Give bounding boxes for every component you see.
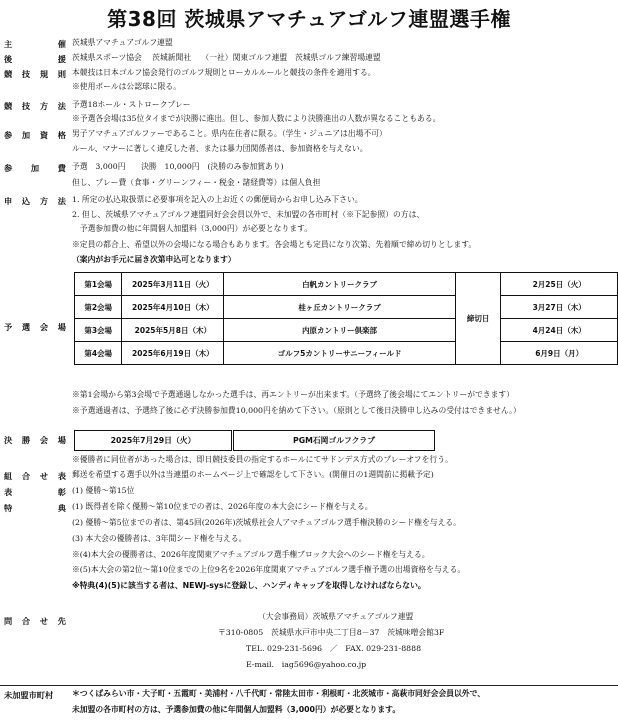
privileges-line: (3) 本大会の優勝者は、3年間シード権を与える。 bbox=[72, 534, 247, 543]
deadline-cell: 3月27日（木） bbox=[501, 296, 618, 319]
application-line: ※定員の都合上、希望以外の会場になる場合もあります。各会場とも定員になり次第、先着順で締め切りとします。 bbox=[72, 240, 477, 249]
eligibility-line: 男子アマチュアゴルファーであること。県内在住者に限る。（学生・ジュニアは出場不可） bbox=[72, 129, 387, 138]
application-line: 2. 但し、茨城県アマチュアゴルフ連盟同好会会員以外で、未加盟の各市町村（※下記参照）の方は、 bbox=[72, 210, 425, 219]
eligibility-line: ルール、マナーに著しく違反した者、または暴力団関係者は、参加資格を与えない。 bbox=[72, 144, 368, 153]
deadline-cell: 4月24日（木） bbox=[501, 319, 618, 342]
method-label: 競 技 方 法 bbox=[4, 101, 66, 111]
final-label: 決 勝 会 場 bbox=[4, 435, 66, 445]
contact-line: TEL. 029-231-5696 ／ FAX. 029-231-8888 bbox=[246, 644, 422, 653]
deadline-header: 締切日 bbox=[455, 273, 500, 365]
application-note: （案内がお手元に届き次第申込可となります） bbox=[72, 255, 236, 264]
pairing-text: 郵送を希望する選手以外は当連盟のホームページ上で確認をして下さい。(開催日の1週間前に掲載予定) bbox=[72, 470, 434, 479]
fee-label: 参 加 費 bbox=[4, 163, 66, 173]
venue-cell: 第3会場 bbox=[75, 319, 122, 342]
unaffiliated-line: 未加盟の各市町村の方は、予選参加費の他に年間個人加盟料（3,000円）が必要となります。 bbox=[72, 705, 401, 714]
contact-line: （大会事務局）茨城県アマチュアゴルフ連盟 bbox=[258, 612, 414, 621]
venue-cell: 第2会場 bbox=[75, 296, 122, 319]
table-row bbox=[75, 296, 618, 319]
awards-label: 表 彰 bbox=[4, 487, 66, 497]
final-date-box: 2025年7月29日（火） bbox=[74, 430, 232, 451]
final-note: ※優勝者に同位者があった場合は、即日競技委員の指定するホールにてサドンデス方式のプレーオフを行う。 bbox=[72, 455, 453, 464]
contact-email: E-mail. iag5696@yahoo.co.jp bbox=[246, 660, 367, 669]
organizer-text: 茨城県アマチュアゴルフ連盟 bbox=[72, 38, 173, 47]
privileges-line: (2) 優勝～第5位までの者は、第45回(2026年)茨城県社会人アマチュアゴルフ選手権決勝のシード権を与える。 bbox=[72, 518, 461, 527]
fee-line: 予選 3,000円 決勝 10,000円 (決勝のみ参加賞あり) bbox=[72, 162, 284, 171]
pairing-label: 組 合 せ 表 bbox=[4, 471, 66, 481]
rules-line: ※使用ボールは公認球に限る。 bbox=[72, 82, 181, 91]
table-row bbox=[75, 273, 618, 296]
final-course-box: PGM石岡ゴルフクラブ bbox=[233, 430, 435, 451]
table-row bbox=[75, 319, 618, 342]
eligibility-label: 参 加 資 格 bbox=[4, 130, 66, 140]
support-label: 後 援 bbox=[4, 54, 66, 64]
date-cell: 2025年6月19日（木） bbox=[122, 342, 224, 365]
date-cell: 2025年3月11日（火） bbox=[122, 273, 224, 296]
qualifying-note: ※予選通過者は、予選終了後に必ず決勝参加費10,000円を納めて下さい。（原則として後日決勝申し込みの受付はできません。） bbox=[72, 406, 521, 415]
unaffiliated-line: ＊つくばみらい市・大子町・五霞町・美浦村・八千代町・常陸太田市・利根町・北茨城市・高萩市同好会会員以外で、 bbox=[72, 689, 486, 698]
qualifying-table bbox=[74, 272, 618, 365]
date-cell: 2025年5月8日（木） bbox=[122, 319, 224, 342]
privileges-line: ※(5)本大会の第2位～第10位までの上位9名を2026年度関東アマチュアゴルフ選手権予選の出場資格を与える。 bbox=[72, 565, 466, 574]
course-cell: 内原カントリー倶楽部 bbox=[224, 319, 456, 342]
venue-cell: 第1会場 bbox=[75, 273, 122, 296]
application-label: 申 込 方 法 bbox=[4, 196, 66, 206]
course-cell: 桂ヶ丘カントリークラブ bbox=[224, 296, 456, 319]
divider bbox=[0, 685, 618, 686]
support-text: 茨城県スポーツ協会 茨城新聞社 （一社）関東ゴルフ連盟 茨城県ゴルフ練習場連盟 bbox=[72, 53, 381, 62]
fee-line: 但し、プレー費（食事・グリーンフィー・税金・諸経費等）は個人負担 bbox=[72, 178, 321, 187]
application-line: 1. 所定の払込取扱票に必要事項を記入の上お近くの郵便局からお申し込み下さい。 bbox=[72, 195, 363, 204]
course-cell: ゴルフ5カントリーサニーフィールド bbox=[224, 342, 456, 365]
deadline-cell: 2月25日（火） bbox=[501, 273, 618, 296]
application-line: 予選参加費の他に年間個人加盟料（3,000円）が必要となります。 bbox=[72, 224, 313, 233]
privileges-bold-note: ※特典(4)(5)に該当する者は、NEWJ-sysに登録し、ハンディキャップを取得しなければならない。 bbox=[72, 581, 426, 590]
method-line: 予選18ホール・ストロークプレー bbox=[72, 100, 191, 109]
awards-text: (1) 優勝～第15位 bbox=[72, 486, 135, 495]
contact-label: 問 合 せ 先 bbox=[4, 616, 66, 626]
qualifying-note: ※第1会場から第3会場で予選通過しなかった選手は、再エントリーが出来ます。（予選終了後会場にてエントリーができます） bbox=[72, 390, 515, 399]
method-line: ※予選各会場は35位タイまでが決勝に進出。但し、参加人数により決勝進出の人数が異なることもある。 bbox=[72, 114, 441, 123]
rules-label: 競 技 規 則 bbox=[4, 69, 66, 79]
privileges-line: ※(4)本大会の優勝者は、2026年度関東アマチュアゴルフ選手権ブロック大会へのシード権を与える。 bbox=[72, 550, 430, 559]
date-cell: 2025年4月10日（木） bbox=[122, 296, 224, 319]
qualifying-label: 予 選 会 場 bbox=[4, 322, 66, 332]
venue-cell: 第4会場 bbox=[75, 342, 122, 365]
organizer-label: 主 催 bbox=[4, 39, 66, 49]
contact-line: 〒310-0805 茨城県水戸市中央二丁目8－37 茨城味噌会館3F bbox=[218, 628, 445, 637]
course-cell: 白帆カントリークラブ bbox=[224, 273, 456, 296]
unaffiliated-label: 未加盟市町村 bbox=[4, 690, 54, 700]
deadline-cell: 6月9日（月） bbox=[501, 342, 618, 365]
rules-line: 本競技は日本ゴルフ協会発行のゴルフ規則とローカルルールと競技の条件を適用する。 bbox=[72, 68, 376, 77]
table-row bbox=[75, 342, 618, 365]
page-title: 第38回 茨城県アマチュアゴルフ連盟選手権 bbox=[107, 7, 511, 31]
privileges-label: 特 典 bbox=[4, 503, 66, 513]
privileges-line: (1) 既得者を除く優勝～第10位までの者は、2026年度の本大会にシード権を与える。 bbox=[72, 502, 373, 511]
